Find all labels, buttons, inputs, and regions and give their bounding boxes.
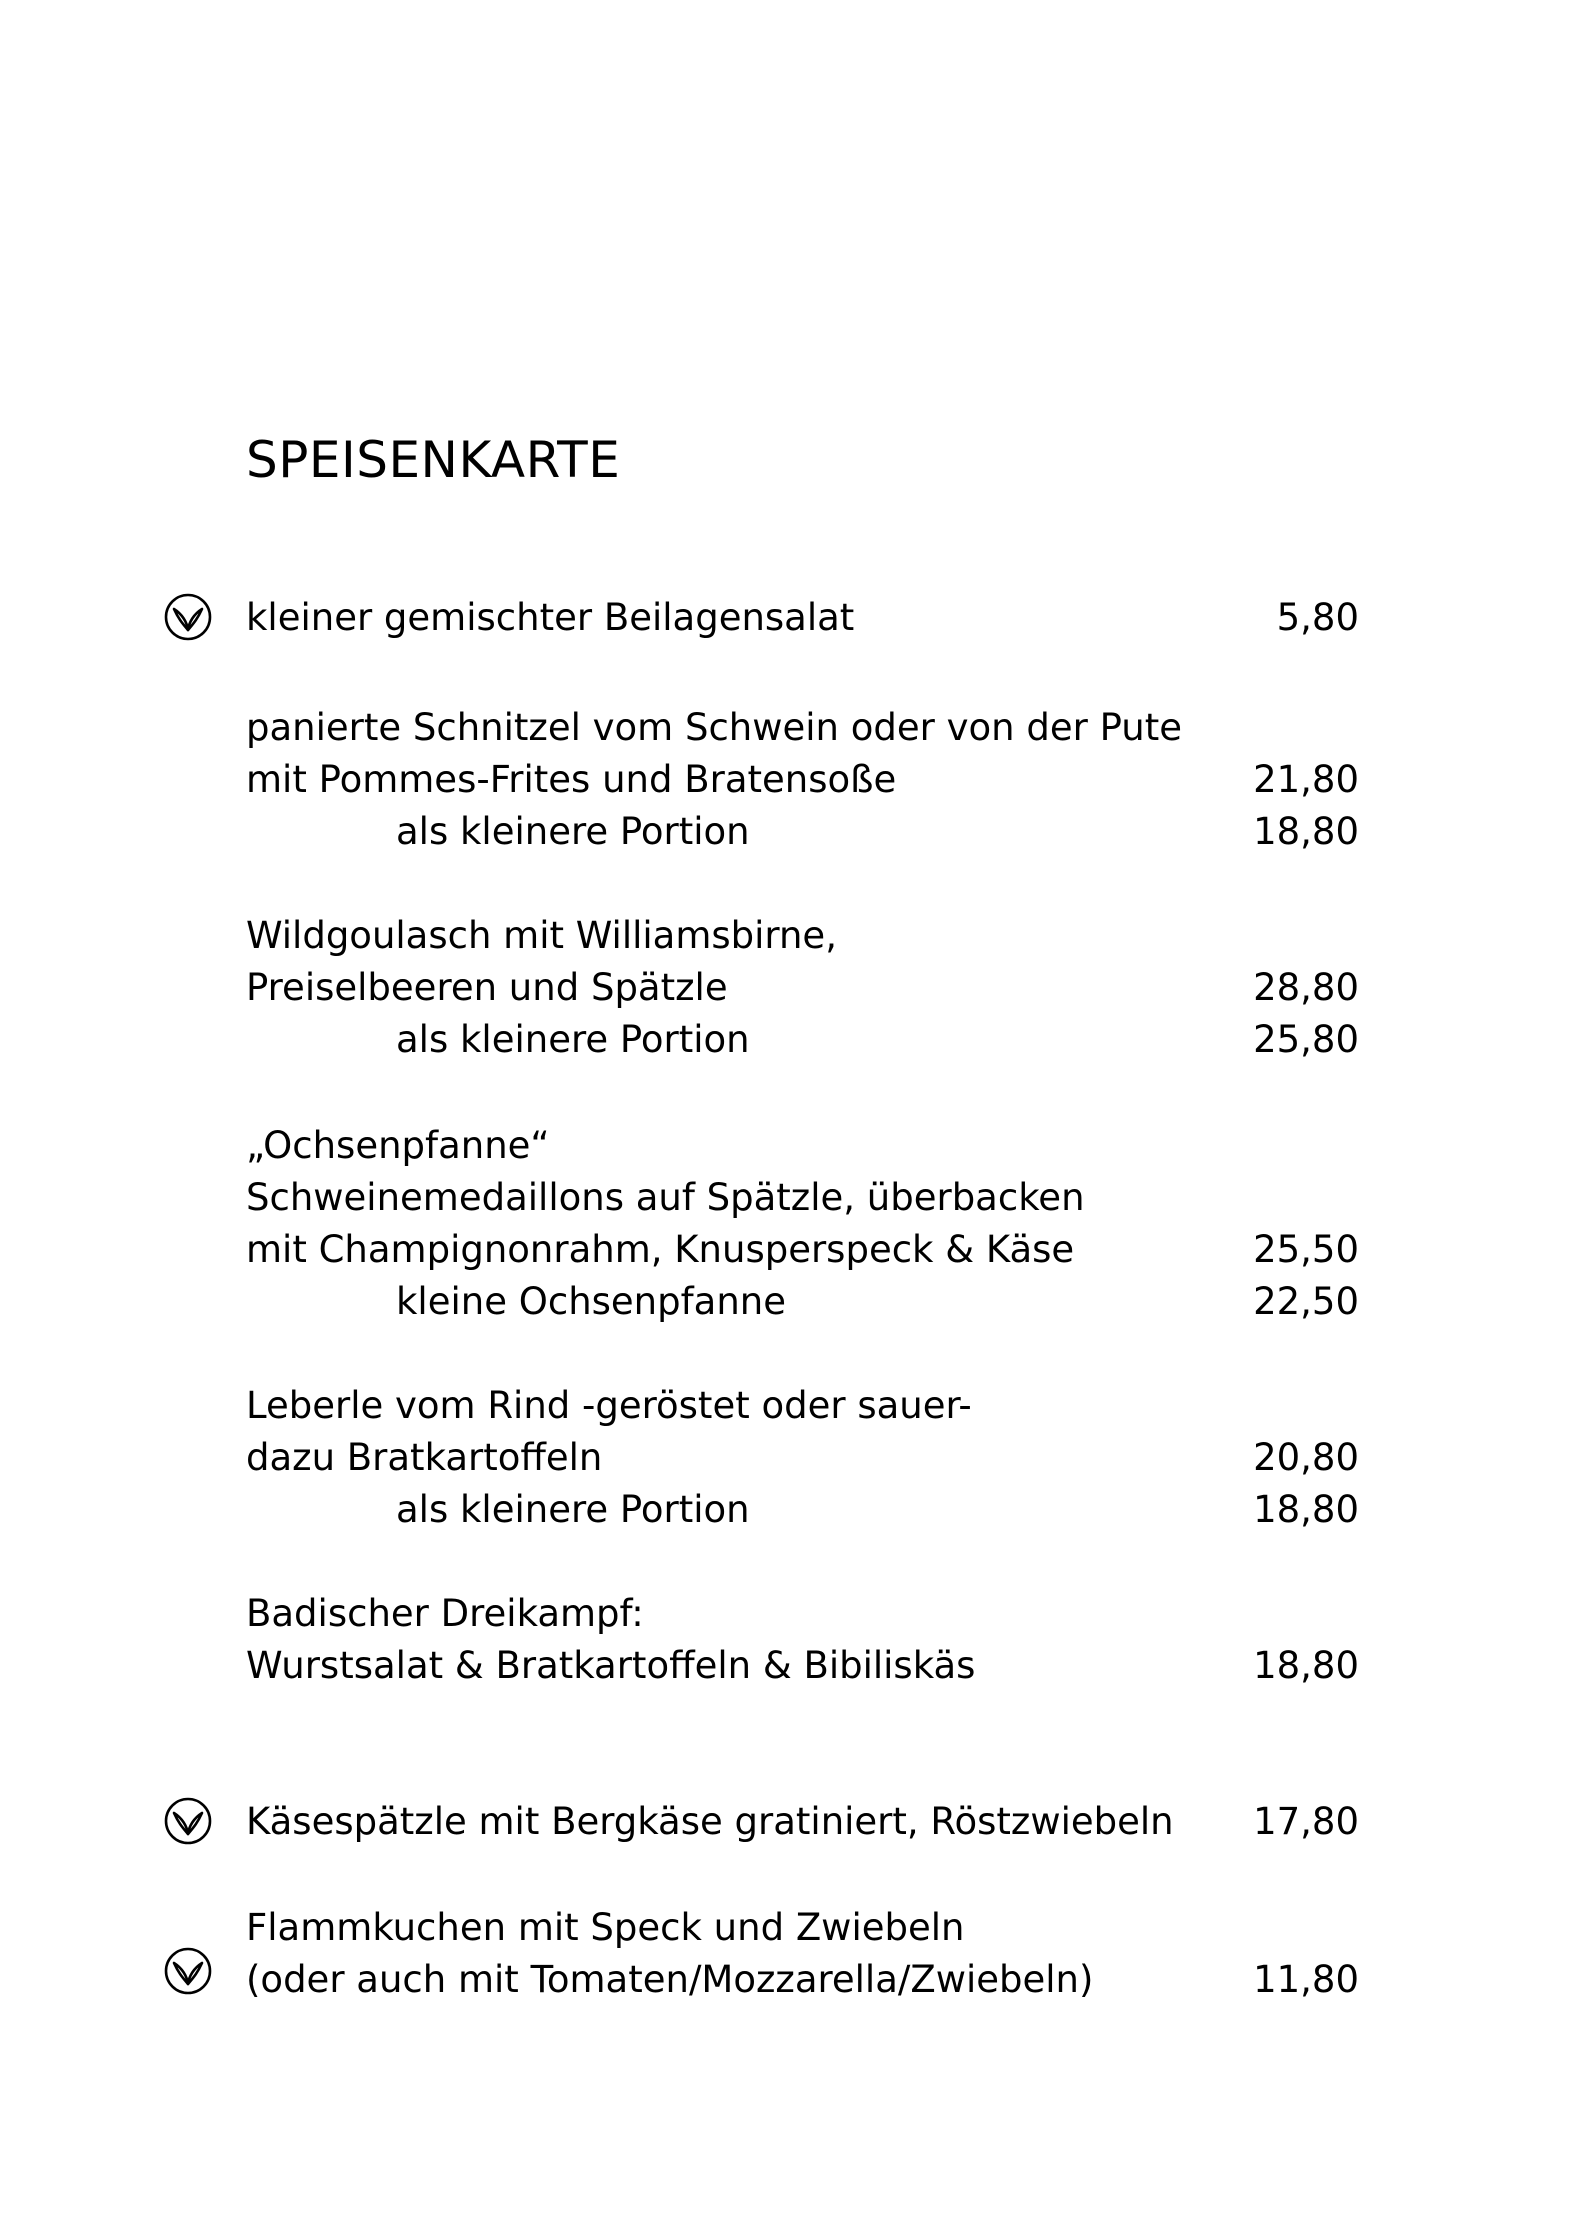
menu-item-price: 25,80 bbox=[1253, 1018, 1359, 1061]
menu-item-price: 18,80 bbox=[1253, 1644, 1359, 1687]
menu-line-schnitzel-small bbox=[0, 806, 1571, 858]
menu-item-description: dazu Bratkartoffeln bbox=[246, 1436, 603, 1479]
menu-item-description: „Ochsenpfanne“ bbox=[246, 1124, 550, 1167]
menu-line-wildgoulasch-small bbox=[0, 1014, 1571, 1066]
menu-item-description: panierte Schnitzel vom Schwein oder von der Pute bbox=[246, 706, 1182, 749]
menu-item-price: 11,80 bbox=[1253, 1958, 1359, 2001]
menu-item-price: 18,80 bbox=[1253, 1488, 1359, 1531]
menu-item-description: (oder auch mit Tomaten/Mozzarella/Zwiebeln) bbox=[246, 1958, 1094, 2001]
menu-line-flammkuchen-variant bbox=[0, 1954, 1571, 2006]
menu-item-description: Badischer Dreikampf: bbox=[246, 1592, 644, 1635]
menu-line-wildgoulasch-title bbox=[0, 910, 1571, 962]
menu-line-ochsenpfanne-title bbox=[0, 1172, 1571, 1224]
menu-item-price: 25,50 bbox=[1253, 1228, 1359, 1271]
menu-line-kaesespaetzle bbox=[0, 1796, 1571, 1848]
menu-item-price: 20,80 bbox=[1253, 1436, 1359, 1479]
menu-item-price: 28,80 bbox=[1253, 966, 1359, 1009]
menu-line-ochsenpfanne-small bbox=[0, 1276, 1571, 1328]
menu-item-price: 17,80 bbox=[1253, 1800, 1359, 1843]
page-title: SPEISENKARTE bbox=[246, 431, 621, 489]
menu-item-description: als kleinere Portion bbox=[396, 1488, 750, 1531]
menu-item-price: 18,80 bbox=[1253, 810, 1359, 853]
menu-item-description: Wurstsalat & Bratkartoffeln & Bibiliskäs bbox=[246, 1644, 976, 1687]
menu-item-description: mit Pommes-Frites und Bratensoße bbox=[246, 758, 897, 801]
menu-item-description: als kleinere Portion bbox=[396, 1018, 750, 1061]
menu-line-wildgoulasch-sides bbox=[0, 962, 1571, 1014]
menu-line-beilagensalat bbox=[0, 592, 1571, 644]
menu-item-description: Flammkuchen mit Speck und Zwiebeln bbox=[246, 1906, 965, 1949]
menu-line-ochsenpfanne-name bbox=[0, 1120, 1571, 1172]
menu-item-description: kleiner gemischter Beilagensalat bbox=[246, 596, 855, 639]
menu-item-description: Käsespätzle mit Bergkäse gratiniert, Röstzwiebeln bbox=[246, 1800, 1174, 1843]
menu-item-description: mit Champignonrahm, Knusperspeck & Käse bbox=[246, 1228, 1075, 1271]
menu-item-description: Wildgoulasch mit Williamsbirne, bbox=[246, 914, 837, 957]
menu-line-dreikampf-title bbox=[0, 1588, 1571, 1640]
menu-line-leberle-title bbox=[0, 1380, 1571, 1432]
menu-item-price: 21,80 bbox=[1253, 758, 1359, 801]
menu-line-flammkuchen-title bbox=[0, 1902, 1571, 1954]
menu-item-price: 5,80 bbox=[1276, 596, 1359, 639]
menu-line-leberle-sides bbox=[0, 1432, 1571, 1484]
menu-item-description: Leberle vom Rind -geröstet oder sauer- bbox=[246, 1384, 972, 1427]
menu-item-description: als kleinere Portion bbox=[396, 810, 750, 853]
menu-line-dreikampf-sides bbox=[0, 1640, 1571, 1692]
menu-line-leberle-small bbox=[0, 1484, 1571, 1536]
menu-line-ochsenpfanne-sides bbox=[0, 1224, 1571, 1276]
menu-item-description: Schweinemedaillons auf Spätzle, überbacken bbox=[246, 1176, 1085, 1219]
menu-item-description: kleine Ochsenpfanne bbox=[396, 1280, 786, 1323]
menu-item-price: 22,50 bbox=[1253, 1280, 1359, 1323]
menu-line-schnitzel-sides bbox=[0, 754, 1571, 806]
menu-item-description: Preiselbeeren und Spätzle bbox=[246, 966, 728, 1009]
menu-line-schnitzel-title bbox=[0, 702, 1571, 754]
